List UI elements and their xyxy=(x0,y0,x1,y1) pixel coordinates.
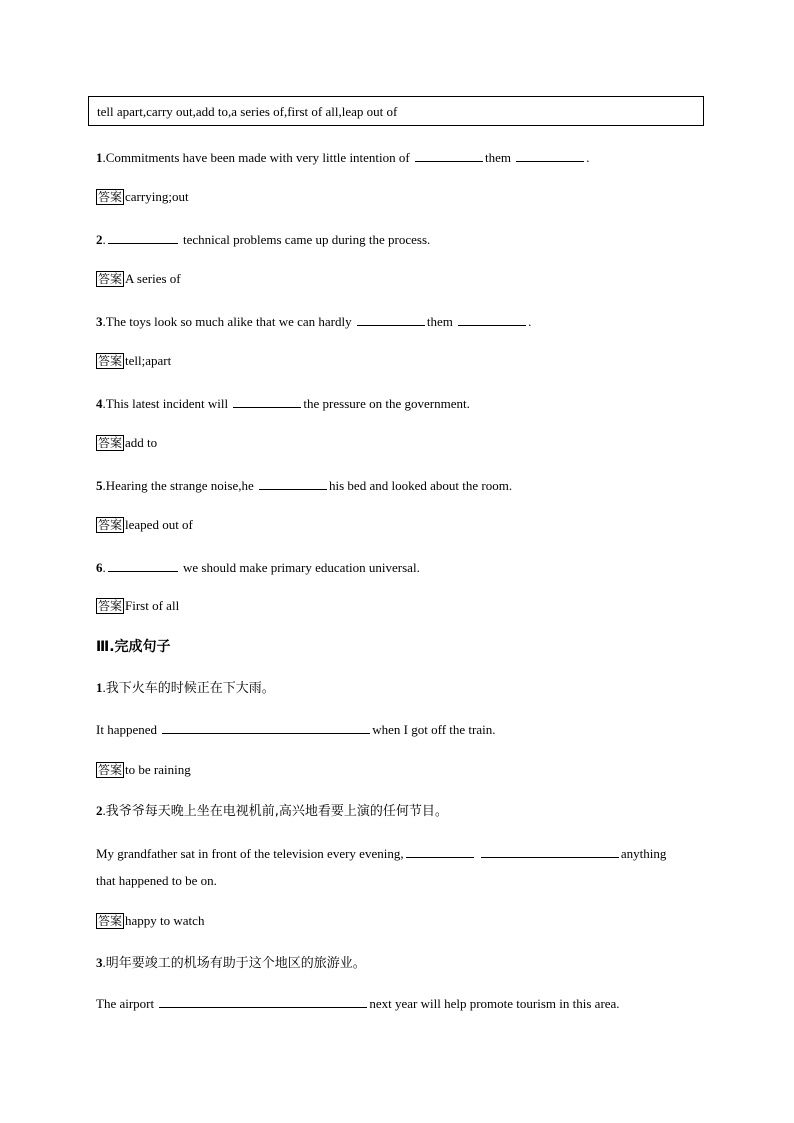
sentence-1 xyxy=(96,721,496,738)
answer-2 xyxy=(96,271,181,287)
sentence-2-line2: that happened to be on. xyxy=(96,873,217,888)
question-number: 3 xyxy=(96,314,103,329)
answer-blank xyxy=(233,395,301,408)
question-punct: . xyxy=(586,150,590,165)
question-number: 6 xyxy=(96,560,103,575)
answer-text: to be raining xyxy=(125,762,191,777)
question-1: 1.Commitments have been made with very little intention of them . xyxy=(96,150,590,165)
answer-blank xyxy=(516,149,584,162)
answer-text: happy to watch xyxy=(125,913,205,928)
answer-blank xyxy=(162,721,370,734)
answer-blank xyxy=(108,231,178,244)
chinese-prompt: 我爷爷每天晚上坐在电视机前,高兴地看要上演的任何节目。 xyxy=(105,804,448,819)
answer-tag: 答案 xyxy=(98,436,123,450)
answer-blank xyxy=(108,559,178,572)
chinese-prompt: 明年要竣工的机场有助于这个地区的旅游业。 xyxy=(105,956,366,971)
answer-tag: 答案 xyxy=(98,599,123,613)
answer-6 xyxy=(96,598,179,614)
question-text: The toys look so much alike that we can hardly xyxy=(105,314,352,329)
answer-text: carrying;out xyxy=(125,189,189,204)
question-number: 1 xyxy=(96,150,103,165)
answer-blank xyxy=(481,845,619,858)
question-text: Hearing the strange noise,he xyxy=(105,478,254,493)
question-text: we should make primary education universal. xyxy=(183,560,420,575)
question-text: the pressure on the government. xyxy=(303,396,470,411)
answer-blank xyxy=(415,149,483,162)
answer-blank xyxy=(357,313,425,326)
sentence-3-prompt: 3.明年要竣工的机场有助于这个地区的旅游业。 xyxy=(96,955,366,971)
answer-blank xyxy=(259,477,327,490)
sentence-text: The airport xyxy=(96,996,155,1011)
sentence-text: My grandfather sat in front of the television every evening, xyxy=(96,846,404,861)
answer-tag: 答案 xyxy=(98,354,123,368)
sentence-text: next year will help promote tourism in this area. xyxy=(369,996,620,1011)
sentence-2 xyxy=(96,845,666,862)
sentence-text: It happened xyxy=(96,722,158,737)
answer-5 xyxy=(96,517,193,533)
word-bank-box xyxy=(88,96,704,126)
question-4: 4.This latest incident will the pressure on the government. xyxy=(96,396,470,411)
question-text: This latest incident will xyxy=(105,396,229,411)
answer-tag: 答案 xyxy=(98,763,123,777)
sentence-text: anything xyxy=(620,846,667,861)
question-text: them xyxy=(426,314,453,329)
answer-3 xyxy=(96,353,171,369)
answer-tag: 答案 xyxy=(98,272,123,286)
answer-text: leaped out of xyxy=(125,517,193,532)
question-5: 5.Hearing the strange noise,he his bed and looked about the room. xyxy=(96,478,513,493)
answer-tag: 答案 xyxy=(98,518,123,532)
question-number: 1 xyxy=(96,680,103,695)
question-punct: . xyxy=(528,314,532,329)
question-text: his bed and looked about the room. xyxy=(329,478,513,493)
answer-tag: 答案 xyxy=(98,190,123,204)
question-2: 2. technical problems came up during the process. xyxy=(96,232,431,247)
word-bank-text: tell apart,carry out,add to,a series of,first of all,leap out of xyxy=(97,104,398,119)
question-text: them xyxy=(485,150,511,165)
question-number: 2 xyxy=(96,232,103,247)
sentence-text: when I got off the train. xyxy=(372,722,496,737)
answer-s2 xyxy=(96,913,204,929)
sentence-1-prompt: 1.我下火车的时候正在下大雨。 xyxy=(96,680,275,696)
answer-s1 xyxy=(96,762,191,778)
answer-tag: 答案 xyxy=(98,914,123,928)
answer-blank xyxy=(458,313,526,326)
answer-1 xyxy=(96,189,189,205)
answer-blank xyxy=(159,995,367,1008)
question-number: 4 xyxy=(96,396,103,411)
question-number: 5 xyxy=(96,478,103,493)
section-title: Ⅲ.完成句子 xyxy=(96,639,171,655)
answer-text: tell;apart xyxy=(125,353,172,368)
question-number: 2 xyxy=(96,803,103,818)
answer-4 xyxy=(96,435,157,451)
question-3: 3.The toys look so much alike that we can hardly them . xyxy=(96,314,532,329)
answer-blank xyxy=(406,845,474,858)
sentence-2-prompt: 2.我爷爷每天晚上坐在电视机前,高兴地看要上演的任何节目。 xyxy=(96,803,448,819)
chinese-prompt: 我下火车的时候正在下大雨。 xyxy=(105,681,275,696)
question-text: technical problems came up during the process. xyxy=(183,232,431,247)
question-text: Commitments have been made with very little intention of xyxy=(105,150,410,165)
question-number: 3 xyxy=(96,955,103,970)
answer-text: A series of xyxy=(125,271,181,286)
answer-text: add to xyxy=(125,435,158,450)
answer-text: First of all xyxy=(125,598,180,613)
sentence-3 xyxy=(96,995,620,1012)
question-6: 6. we should make primary education universal. xyxy=(96,560,420,575)
